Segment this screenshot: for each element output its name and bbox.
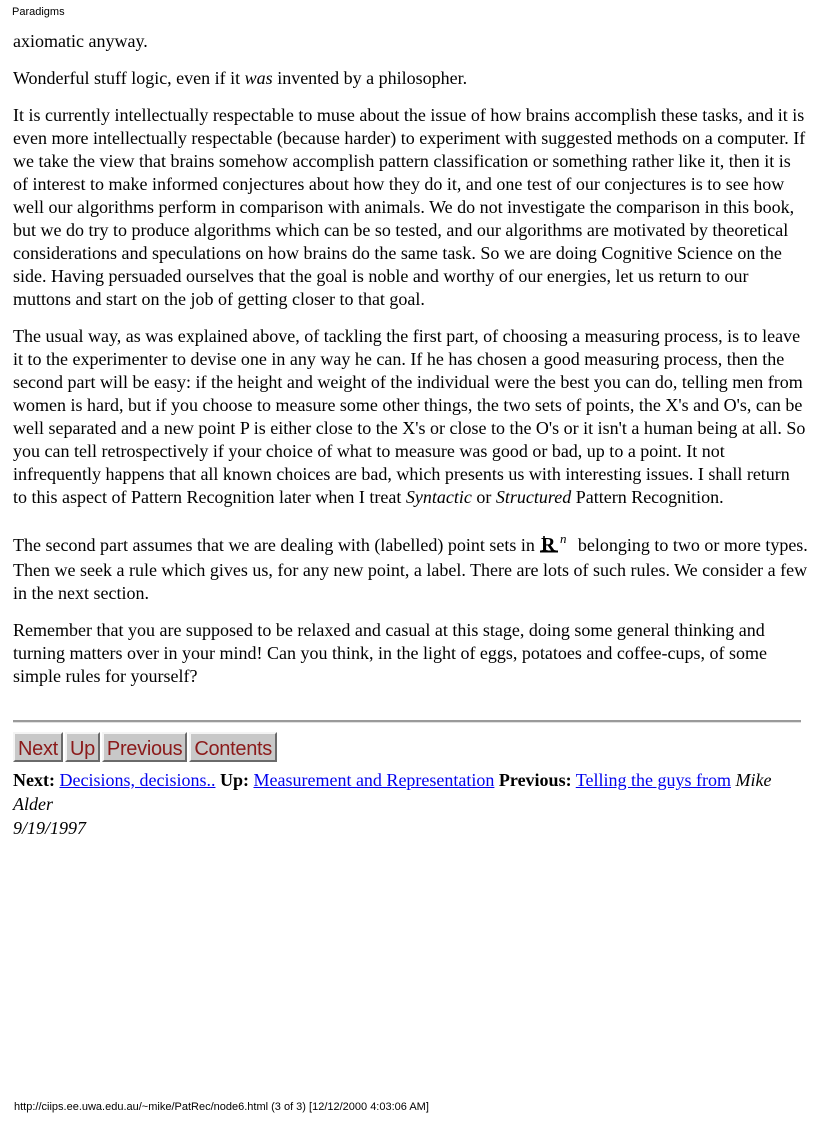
- paragraph-4-text-c: Pattern Recognition.: [571, 487, 724, 507]
- next-button[interactable]: Next: [13, 732, 63, 762]
- svg-text:R: R: [541, 534, 556, 553]
- paragraph-4-emphasis-syntactic: Syntactic: [405, 487, 472, 507]
- next-label: Next:: [13, 770, 55, 790]
- up-button[interactable]: Up: [65, 732, 100, 762]
- previous-link[interactable]: Telling the guys from: [575, 770, 731, 790]
- previous-label: Previous:: [498, 770, 572, 790]
- paragraph-2: [13, 67, 808, 90]
- publication-date: 9/19/1997: [13, 818, 87, 838]
- paragraph-4-text-b: or: [471, 487, 496, 507]
- paragraph-4-emphasis-structured: Structured: [495, 487, 572, 507]
- page-header-title: Paradigms: [12, 6, 65, 18]
- up-link[interactable]: Measurement and Representation: [253, 770, 495, 790]
- paragraph-4: [13, 325, 808, 509]
- main-content: [13, 30, 808, 702]
- paragraph-3: It is currently intellectually respectable to muse about the issue of how brains accomplish these tasks, and it is even more intellectually respectable (because harder) to experiment with suggested methods on a computer. If we take the view that brains somehow accomplish pattern classification or something rather like it, then it is of interest to make informed conjectures about how they do it, and one test of our conjectures is to see how well our algorithms perform in comparison with animals. We do not investigate the comparison in this book, but we do try to produce algorithms which can be so tested, and our algorithms are motivated by theoretical considerations and speculations on how brains do the same task. So we are doing Cognitive Science on the side. Having persuaded ourselves that the goal is noble and worthy of our energies, let us return to our muttons and start on the job of getting closer to that goal.: [13, 105, 806, 309]
- up-label: Up:: [219, 770, 249, 790]
- real-space-rn-icon: [540, 533, 572, 559]
- svg-text:n: n: [560, 533, 567, 546]
- paragraph-2-text-b: invented by a philosopher.: [272, 68, 468, 88]
- paragraph-2-emphasis: was: [244, 68, 273, 88]
- previous-button[interactable]: Previous: [102, 732, 187, 762]
- paragraph-5-text-b: belonging to two or more types. Then we seek a rule which gives us, for any new point, a label. There are lots of such rules. We consider a few in the next section.: [13, 535, 808, 603]
- footer-url: http://ciips.ee.uwa.edu.au/~mike/PatRec/node6.html (3 of 3) [12/12/2000 4:03:06 AM]: [14, 1101, 429, 1113]
- paragraph-1: axiomatic anyway.: [13, 31, 148, 51]
- paragraph-5: [13, 533, 808, 605]
- author-name: Mike Alder: [13, 770, 772, 814]
- horizontal-divider: [13, 720, 801, 723]
- navigation-buttons: [13, 732, 277, 762]
- paragraph-5-text-a: The second part assumes that we are dealing with (labelled) point sets in: [13, 535, 540, 555]
- next-link[interactable]: Decisions, decisions..: [59, 770, 216, 790]
- paragraph-6: Remember that you are supposed to be relaxed and casual at this stage, doing some general thinking and turning matters over in your mind! Can you think, in the light of eggs, potatoes and coffee-cups, of some simple rules for yourself?: [13, 620, 768, 686]
- navigation-links: [13, 768, 808, 840]
- contents-button[interactable]: Contents: [189, 732, 277, 762]
- paragraph-2-text-a: Wonderful stuff logic, even if it: [13, 68, 245, 88]
- paragraph-4-text-a: The usual way, as was explained above, of tackling the first part, of choosing a measuring process, is to leave it to the experimenter to devise one in any way he can. If he has chosen a good measuring process, then the second part will be easy: if the height and weight of the individual were the best you can do, telling men from women is hard, but if you choose to measure some other things, the two sets of points, the X's and O's, can be well separated and a new point P is either close to the X's or close to the O's or it isn't a human being at all. So you can tell retrospectively if your choice of what to measure was good or bad, up to a point. It not infrequently happens that all known choices are bad, which presents us with interesting issues. I shall return to this aspect of Pattern Recognition later when I treat: [13, 326, 806, 507]
